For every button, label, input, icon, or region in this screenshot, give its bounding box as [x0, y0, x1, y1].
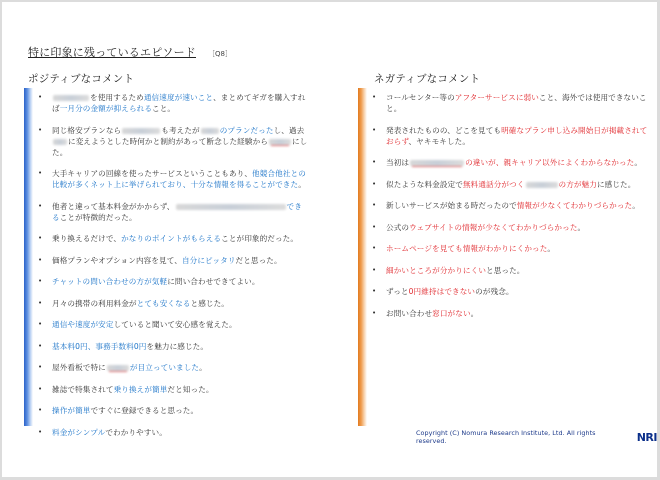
- positive-comment-item: [36, 276, 308, 287]
- negative-comment-item: [370, 92, 650, 114]
- comment-text: のが残念。: [475, 287, 514, 296]
- comment-text: 新しいサービスが始まる時だったので: [386, 201, 517, 210]
- comment-text: 。: [298, 180, 306, 189]
- positive-comment-item: [36, 427, 308, 438]
- comment-text: していると聞いて安心感を覚えた。: [113, 320, 237, 329]
- comment-text: 公式の: [386, 222, 410, 232]
- comment-text: 、ヤキモキした。: [408, 136, 471, 146]
- highlighted-text: 他競合他社との比較が多くネット上に挙げられており、十分な情報を得ることができた: [52, 169, 306, 189]
- bullet-icon: •: [38, 406, 43, 414]
- highlighted-text: 料金がシンプル: [52, 427, 106, 437]
- highlighted-text: が目立っていました: [129, 363, 200, 372]
- highlighted-text: ウェブサイトの情報が少なくてわかりづらかった: [409, 222, 578, 232]
- comment-text: ことが特徴的だった。: [59, 212, 137, 222]
- highlighted-text: チャットの問い合わせの方が気軽: [52, 277, 168, 286]
- redacted-text: [53, 95, 89, 101]
- highlighted-text: 基本料0円、事務手数料0円: [52, 341, 147, 351]
- comment-text: ですぐに登録できると思った。: [90, 406, 199, 415]
- comment-text: 他者と違って基本料金がかからず、: [52, 201, 175, 211]
- comment-text: と思った。: [486, 265, 525, 275]
- comment-text: 。: [634, 158, 643, 167]
- negative-comment-item: [370, 265, 650, 276]
- negative-comment-item: [370, 179, 650, 190]
- bullet-icon: •: [38, 169, 43, 177]
- comment-text: 同じ格安プランなら: [52, 125, 122, 135]
- bullet-icon: •: [38, 277, 43, 285]
- highlighted-text: の方が魅力: [558, 179, 597, 189]
- negative-comment-item: [370, 157, 650, 168]
- comment-text: にした。: [52, 136, 308, 157]
- negative-comment-item: [370, 308, 650, 319]
- bullet-icon: •: [372, 308, 377, 317]
- title-row: [28, 44, 232, 60]
- comment-text: だと思った。: [235, 255, 282, 265]
- highlighted-text: 情報が少なくてわかりづらかった: [516, 201, 633, 210]
- positive-comment-item: [36, 384, 308, 395]
- bullet-icon: •: [372, 265, 377, 274]
- comment-text: と感じた。: [190, 298, 229, 308]
- negative-comment-item: [370, 243, 650, 254]
- comment-text: 乗り換えるだけで、: [52, 234, 122, 243]
- comment-text: 、まとめてギガを購入すれば: [52, 93, 306, 113]
- bullet-icon: •: [372, 244, 377, 252]
- bullet-icon: •: [372, 93, 377, 101]
- positive-comment-item: [36, 255, 308, 266]
- highlighted-text: のプランだった: [219, 125, 274, 135]
- negative-heading: ネガティブなコメント: [374, 73, 481, 85]
- bullet-icon: •: [38, 384, 43, 393]
- highlighted-text: 無料通話分がつく: [462, 179, 525, 189]
- positive-heading: ポジティブなコメント: [28, 73, 135, 85]
- comment-text: コールセンター等の: [386, 93, 455, 102]
- positive-comment-item: [36, 319, 308, 330]
- comment-text: を魅力に感じた。: [146, 341, 209, 351]
- highlighted-text: 一月分の金額が抑えられる: [59, 104, 153, 113]
- positive-comment-item: [36, 362, 308, 373]
- slide: [2, 2, 657, 477]
- highlighted-text: の違いが、親キャリア以外によくわからなかった: [465, 158, 635, 167]
- highlighted-text: 自分にピッタリ: [181, 255, 236, 265]
- positive-comment-item: [36, 405, 308, 416]
- highlighted-text: 操作が簡単: [52, 406, 91, 415]
- highlighted-text: アフターサービスに弱い: [454, 93, 539, 102]
- comment-text: 月々の携帯の利用料金が: [52, 298, 137, 308]
- highlighted-text: できる: [52, 201, 302, 222]
- bullet-icon: •: [372, 125, 377, 134]
- negative-comment-item: [370, 125, 650, 147]
- bullet-icon: •: [38, 341, 43, 350]
- comment-text: 発表されたものの、どこを見ても: [386, 125, 502, 135]
- highlighted-text: 通信や速度が安定: [52, 320, 114, 329]
- highlighted-text: ホームページを見ても情報がわかりにくかった: [386, 244, 548, 253]
- redacted-text: [53, 139, 67, 145]
- comment-text: こと。: [152, 104, 176, 113]
- negative-comment-item: [370, 200, 650, 211]
- bullet-icon: •: [38, 320, 43, 328]
- highlighted-text: 明確なプラン申し込み開始日が掲載されておらず: [386, 125, 648, 146]
- comment-text: 当初は: [386, 158, 410, 167]
- bullet-icon: •: [38, 93, 43, 101]
- positive-comment-item: [36, 233, 308, 244]
- comment-text: 。: [577, 222, 586, 232]
- comment-text: も考えたが: [161, 125, 200, 135]
- positive-comment-item: [36, 168, 308, 190]
- bullet-icon: •: [372, 201, 377, 209]
- bullet-icon: •: [372, 179, 377, 188]
- highlighted-text: 細かいところが分かりにくい: [386, 265, 487, 275]
- comment-text: でわかりやすい。: [105, 427, 167, 437]
- redacted-text: [107, 365, 129, 371]
- redacted-text: [526, 182, 558, 188]
- comment-text: に問い合わせできてよい。: [167, 277, 260, 286]
- nri-logo: NRI: [636, 430, 657, 444]
- comment-text: 屋外看板で特に: [52, 363, 106, 372]
- comment-text: だと知った。: [167, 384, 214, 394]
- comment-text: 。: [547, 244, 556, 253]
- bullet-icon: •: [38, 255, 43, 264]
- positive-comment-item: [36, 298, 308, 309]
- highlighted-text: 0円維持はできない: [408, 287, 476, 296]
- bullet-icon: •: [372, 158, 377, 166]
- redacted-text: [176, 204, 286, 210]
- bullet-icon: •: [38, 234, 43, 242]
- bullet-icon: •: [372, 222, 377, 231]
- highlighted-text: 乗り換えが簡単: [113, 384, 168, 394]
- comment-text: に変えようとした時何かと制約があって断念した経験から: [68, 136, 268, 146]
- bullet-icon: •: [38, 427, 43, 436]
- highlighted-text: 通信速度が速いこと: [143, 93, 214, 102]
- negative-comment-item: [370, 286, 650, 297]
- comment-text: お問い合わせ: [386, 308, 433, 318]
- comment-text: 価格プランやオプション内容を見て、: [52, 255, 182, 265]
- negative-comment-list: [370, 92, 650, 329]
- comment-text: を使用するため: [90, 93, 144, 102]
- bullet-icon: •: [372, 287, 377, 295]
- redacted-text: [269, 139, 291, 145]
- comment-text: 。: [199, 363, 207, 372]
- redacted-text: [201, 128, 219, 134]
- positive-comment-item: [36, 92, 308, 114]
- highlighted-text: かなりのポイントがもらえる: [121, 234, 222, 243]
- positive-accent-bar: [24, 88, 33, 426]
- question-tag: ［Q8］: [208, 50, 232, 58]
- bullet-icon: •: [38, 125, 43, 134]
- footer: [416, 429, 657, 445]
- bullet-icon: •: [38, 201, 43, 210]
- positive-comment-item: [36, 341, 308, 352]
- comment-text: 。: [632, 201, 640, 210]
- highlighted-text: 窓口がない: [432, 308, 471, 318]
- positive-comment-item: [36, 201, 308, 223]
- copyright-text: Copyright (C) Nomura Research Institute, Ltd. All rights reserved.: [416, 429, 596, 445]
- comment-text: 似たような料金設定で: [386, 179, 463, 189]
- comment-text: に感じた。: [596, 179, 636, 189]
- bullet-icon: •: [38, 298, 43, 307]
- comment-text: こと、海外では使用できないこと。: [386, 93, 647, 113]
- comment-text: 大手キャリアの回線を使ったサービスということもあり、: [52, 169, 253, 178]
- redacted-text: [122, 128, 160, 134]
- page-title: 特に印象に残っているエピソード: [28, 46, 196, 59]
- negative-accent-bar: [358, 88, 367, 426]
- comment-text: ことが印象的だった。: [221, 234, 299, 243]
- comment-text: 雑誌で特集されて: [52, 384, 114, 394]
- negative-comment-item: [370, 222, 650, 233]
- bullet-icon: •: [38, 363, 43, 371]
- redacted-text: [410, 160, 464, 166]
- comment-text: ずっと: [386, 287, 409, 296]
- comment-text: し、過去: [273, 125, 305, 135]
- highlighted-text: とても安くなる: [136, 298, 191, 308]
- comment-text: 。: [470, 308, 479, 318]
- positive-comment-item: [36, 125, 308, 158]
- positive-comment-list: [36, 92, 308, 448]
